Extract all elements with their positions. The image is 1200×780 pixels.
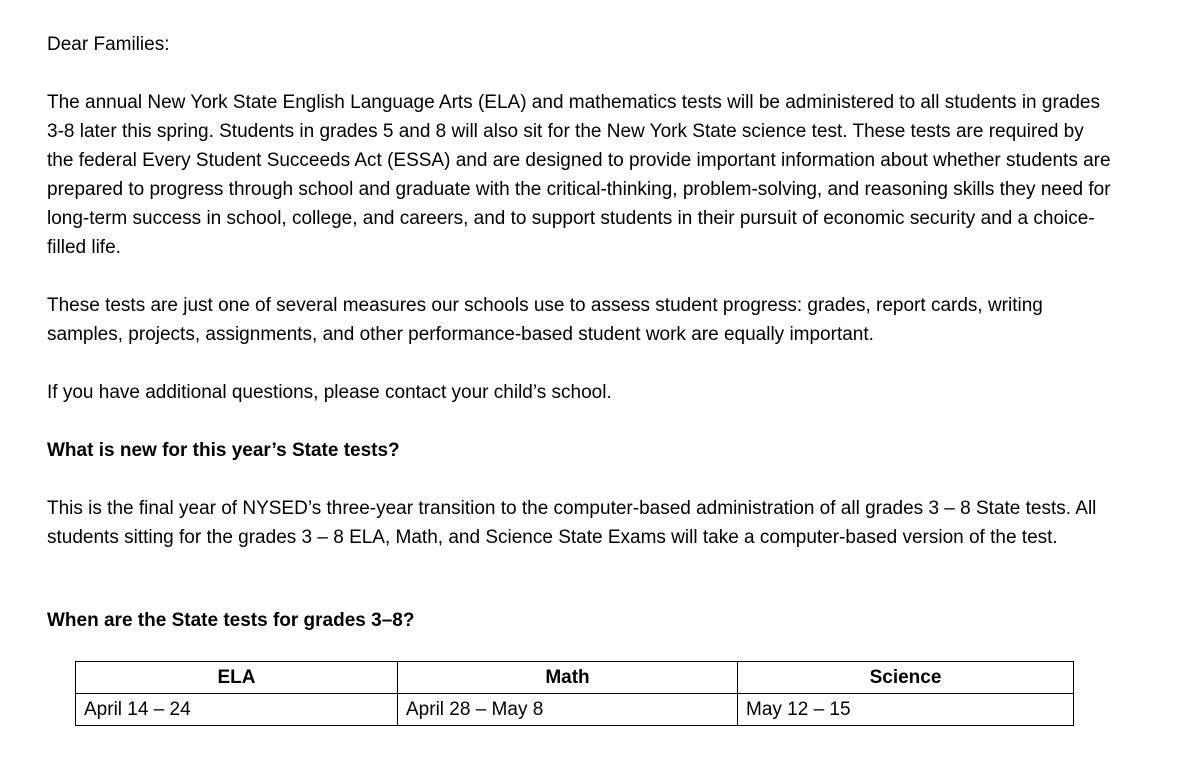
table-header-row (76, 662, 1074, 694)
table-header-ela: ELA (76, 662, 398, 694)
paragraph-test-overview: The annual New York State English Language Arts (ELA) and mathematics tests will be administered to all students in grades 3-8 later this spring. Students in grades 5 and 8 will also sit for the New York State science test. These tests are required by the federal Every Student Succeeds Act (ESSA) and are designed to provide important information about whether students are prepared to progress through school and graduate with the critical-thinking, problem-solving, and reasoning skills they need for long-term success in school, college, and careers, and to support students in their pursuit of economic security and a choice-filled life. (47, 92, 1111, 258)
test-schedule-table (75, 661, 1074, 726)
heading-whats-new: What is new for this year’s State tests? (47, 440, 400, 461)
table-cell-math-dates: April 28 – May 8 (398, 694, 738, 726)
table-header-science: Science (738, 662, 1074, 694)
salutation: Dear Families: (47, 34, 170, 55)
heading-test-dates: When are the State tests for grades 3–8? (47, 610, 415, 631)
table-cell-ela-dates: April 14 – 24 (76, 694, 398, 726)
table-cell-science-dates: May 12 – 15 (738, 694, 1074, 726)
paragraph-contact-school: If you have additional questions, please contact your child’s school. (47, 382, 612, 403)
table-header-math: Math (398, 662, 738, 694)
paragraph-assessment-measures: These tests are just one of several measures our schools use to assess student progress: grades, report cards, writing samples, projects, assignments, and other performance-based student work are equally important. (47, 295, 1043, 345)
whats-new-body: This is the final year of NYSED’s three-year transition to the computer-based administration of all grades 3 – 8 State tests. All students sitting for the grades 3 – 8 ELA, Math, and Science State Exams will take a computer-based version of the test. (47, 498, 1097, 548)
table-row (76, 694, 1074, 726)
